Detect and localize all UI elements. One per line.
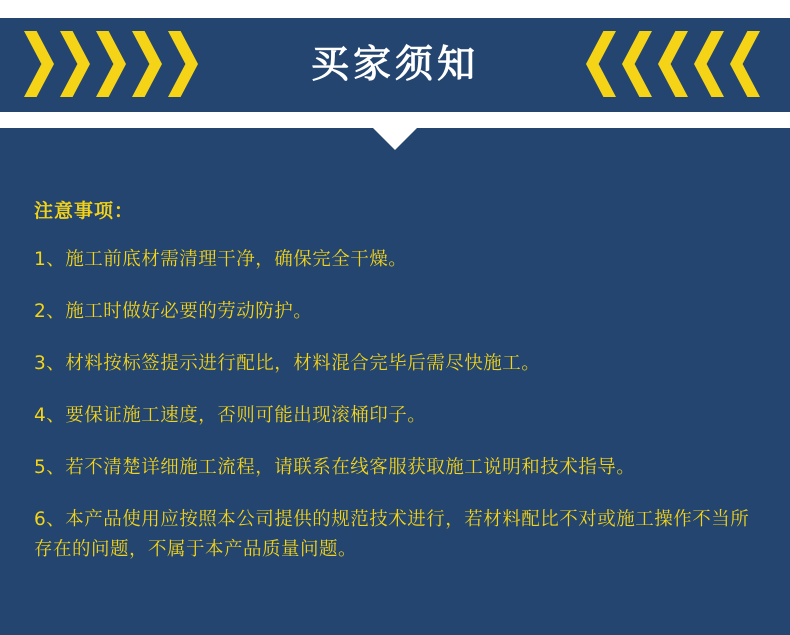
header-banner — [0, 0, 790, 128]
chevron-left-icon — [622, 31, 652, 97]
chevron-left-icon — [658, 31, 688, 97]
chevron-left-icon — [694, 31, 724, 97]
notice-list — [30, 245, 760, 565]
chevron-left-icon — [730, 31, 760, 97]
chevron-group-right — [586, 0, 766, 128]
list-item: 3、材料按标签提示进行配比，材料混合完毕后需尽快施工。 — [34, 352, 541, 374]
notice-content — [0, 128, 790, 565]
notice-heading: 注意事项： — [34, 200, 135, 222]
list-item: 4、要保证施工速度，否则可能出现滚桶印子。 — [34, 404, 427, 426]
list-item: 2、施工时做好必要的劳动防护。 — [34, 300, 313, 322]
list-item: 1、施工前底材需清理干净，确保完全干燥。 — [34, 249, 408, 270]
list-item: 5、若不清楚详细施工流程，请联系在线客服获取施工说明和技术指导。 — [34, 456, 636, 478]
list-item: 6、本产品使用应按照本公司提供的规范技术进行，若材料配比不对或施工操作不当所存在的问题，不属于本产品质量问题。 — [34, 508, 750, 560]
banner-bottom-strip — [0, 112, 790, 128]
chevron-left-icon — [586, 31, 616, 97]
page-title: 买家须知 — [310, 42, 479, 86]
notice-panel — [0, 128, 790, 635]
